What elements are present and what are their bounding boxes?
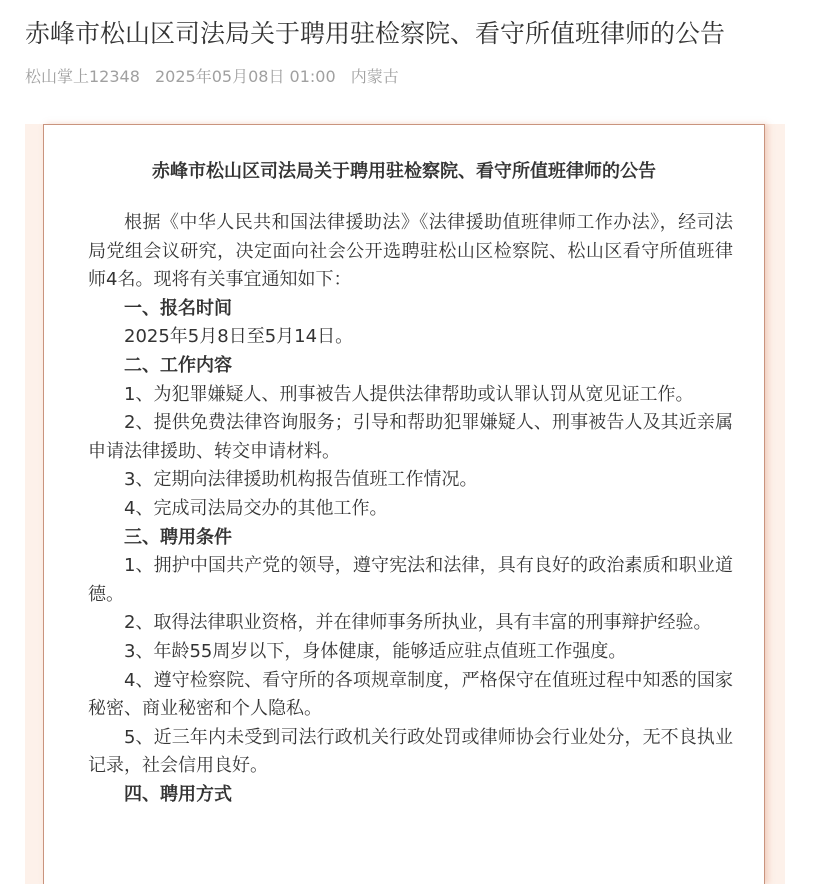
registration-period: 2025年5月8日至5月14日。 [124,326,354,348]
region-label: 内蒙古 [350,67,399,86]
duty-item: 1、为犯罪嫌疑人、刑事被告人提供法律帮助或认罪认罚从宽见证工作。 [124,383,694,405]
requirement-item: 3、年龄55周岁以下，身体健康，能够适应驻点值班工作强度。 [124,640,627,662]
document-body [88,209,733,809]
duty-item: 2、提供免费法律咨询服务；引导和帮助犯罪嫌疑人、刑事被告人及其近亲属申请法律援助、转交申请材料。 [88,412,733,462]
document-title: 赤峰市松山区司法局关于聘用驻检察院、看守所值班律师的公告 [152,161,656,182]
publish-datetime: 2025年05月08日 01:00 [155,67,336,86]
duty-item: 3、定期向法律援助机构报告值班工作情况。 [124,469,478,491]
requirement-item: 4、遵守检察院、看守所的各项规章制度，严格保守在值班过程中知悉的国家秘密、商业秘密和个人隐私。 [88,669,733,720]
requirement-item: 5、近三年内未受到司法行政机关行政处罚或律师协会行业处分，无不良执业记录，社会信用良好。 [88,726,733,777]
intro-paragraph: 根据《中华人民共和国法律援助法》《法律援助值班律师工作办法》，经司法局党组会议研究，决定面向社会公开选聘驻松山区检察院、松山区看守所值班律师4名。现将有关事宜通知如下： [88,212,733,291]
section-heading-registration: 一、报名时间 [124,297,232,319]
article-meta [25,64,409,90]
section-heading-requirements: 三、聘用条件 [124,526,232,548]
duty-item: 4、完成司法局交办的其他工作。 [124,497,388,519]
section-heading-duties: 二、工作内容 [124,354,232,376]
document-image [43,124,765,884]
requirement-item: 1、拥护中国共产党的领导，遵守宪法和法律，具有良好的政治素质和职业道德。 [88,555,733,605]
source-account-link[interactable]: 松山掌上12348 [25,67,140,86]
section-heading-hiring-method: 四、聘用方式 [124,783,232,805]
requirement-item: 2、取得法律职业资格，并在律师事务所执业，具有丰富的刑事辩护经验。 [124,612,712,634]
article-title: 赤峰市松山区司法局关于聘用驻检察院、看守所值班律师的公告 [25,19,726,48]
